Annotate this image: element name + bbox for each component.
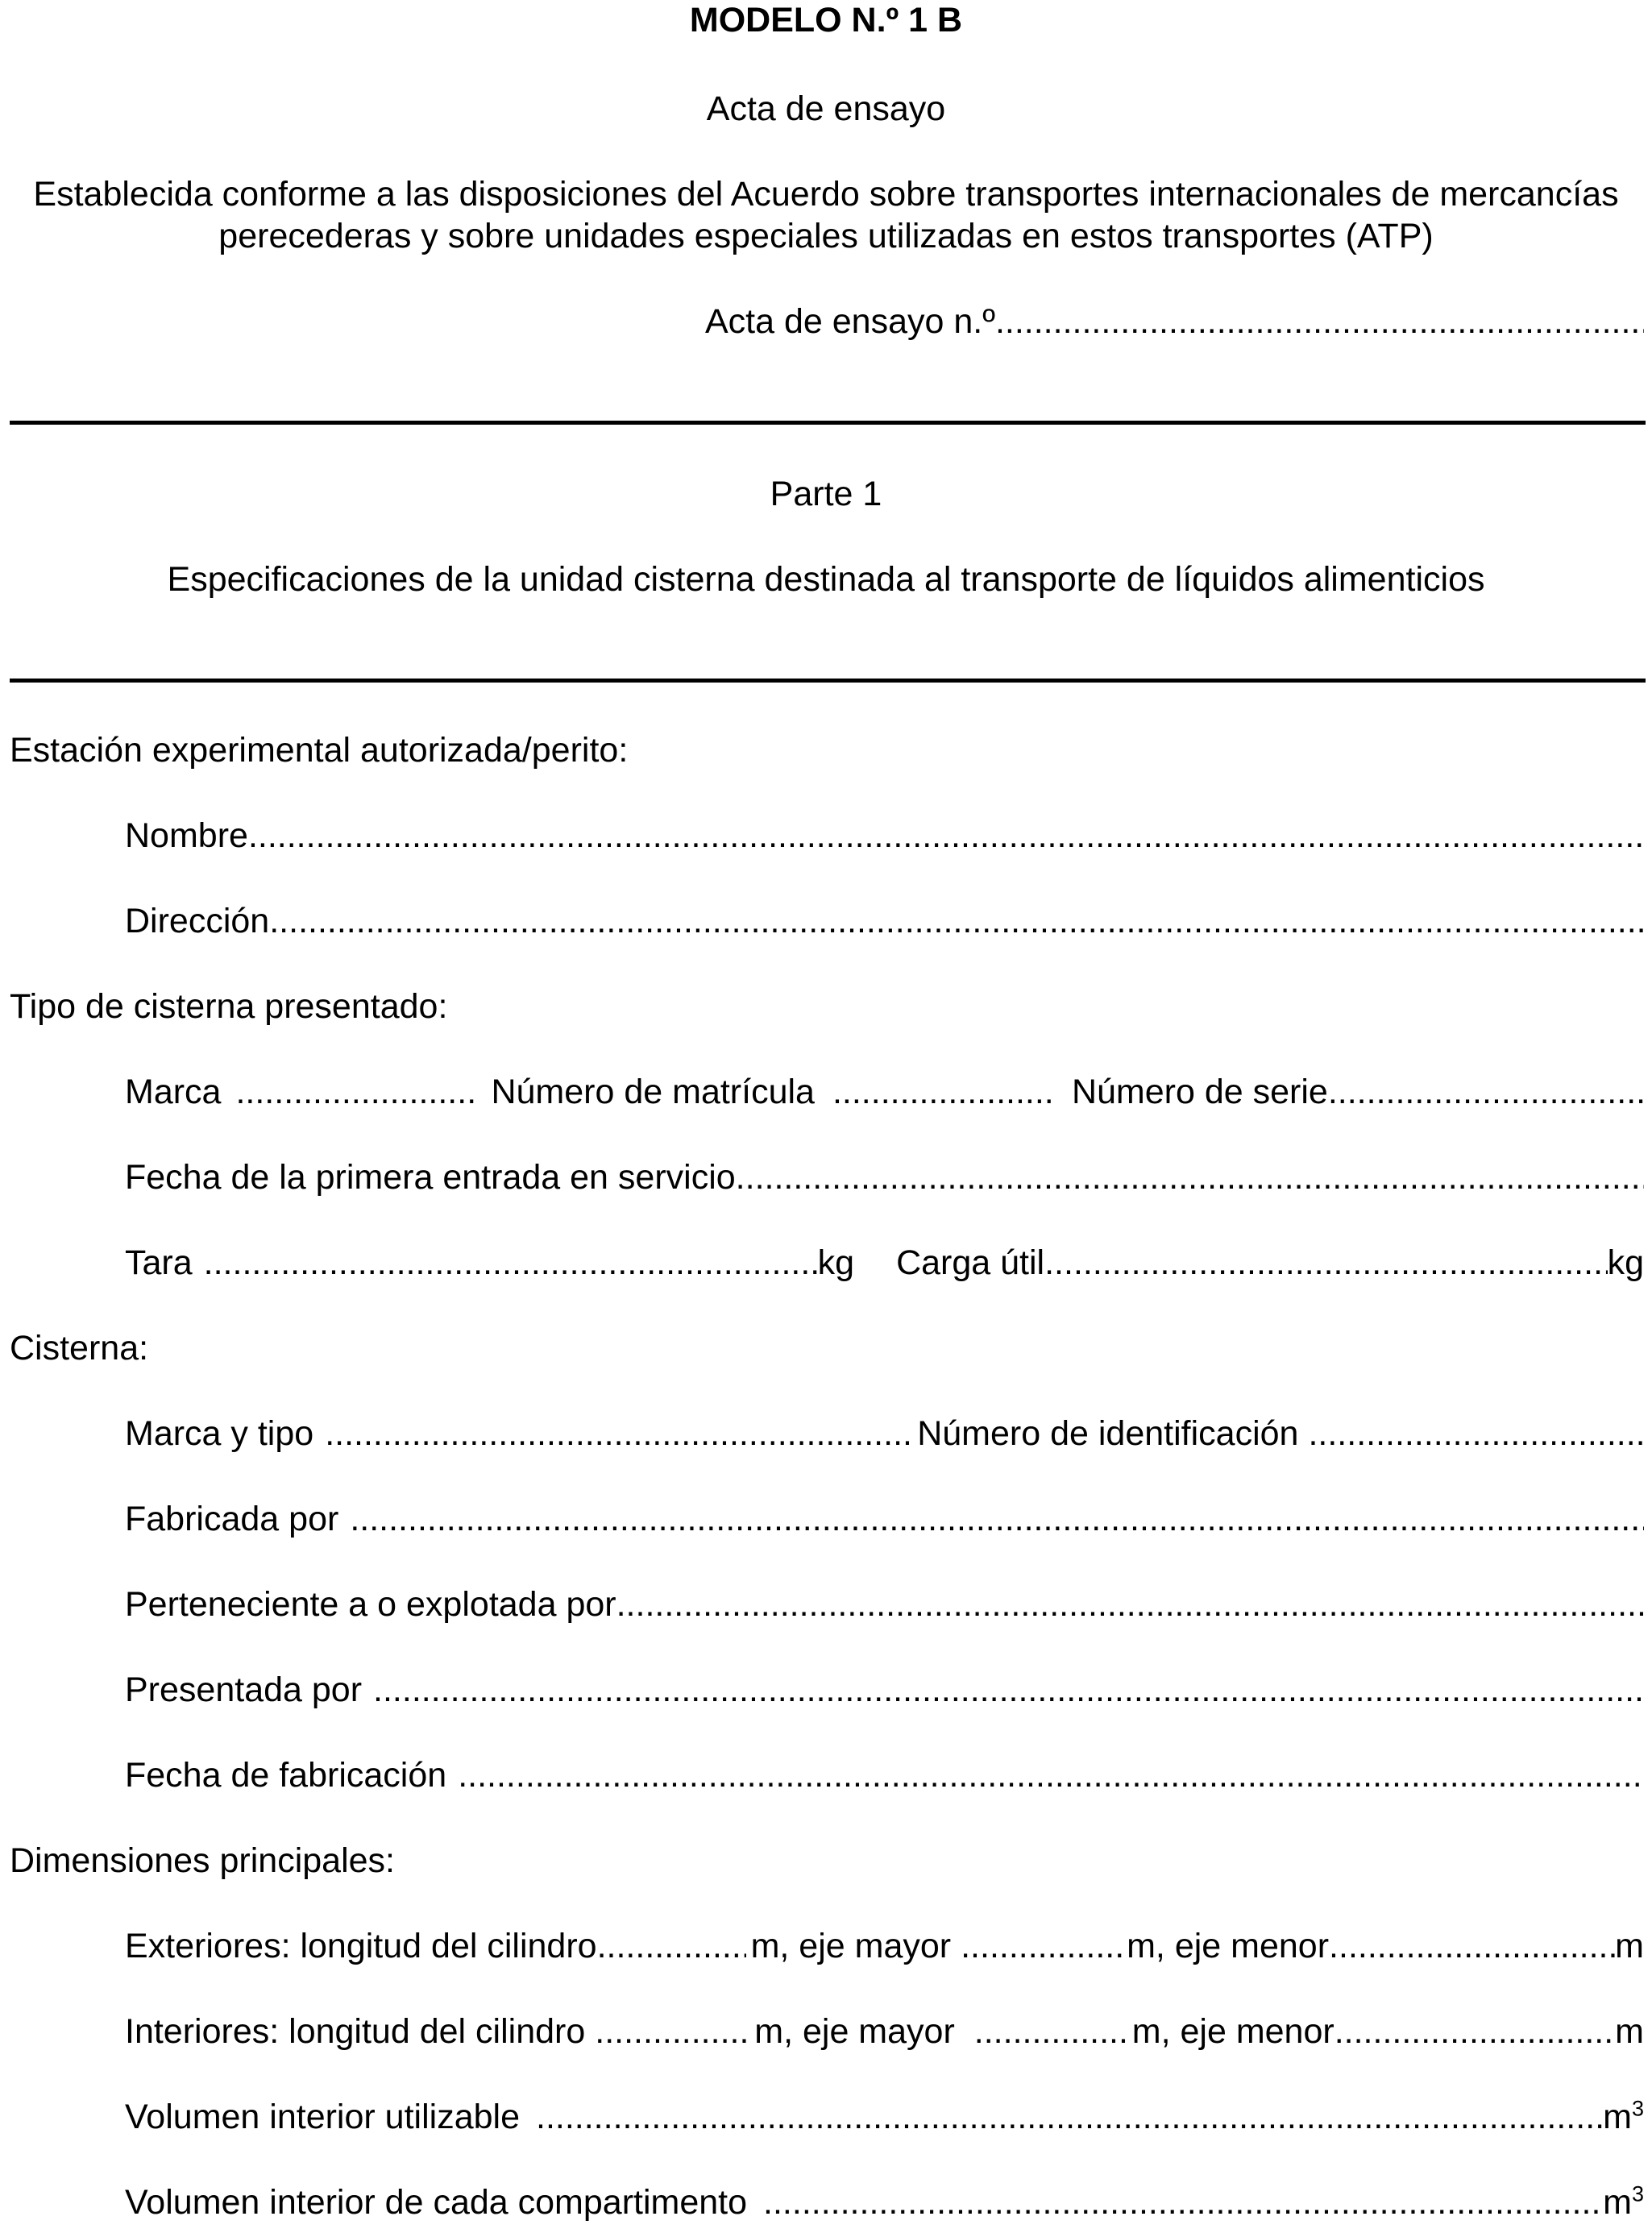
station-heading: Estación experimental autorizada/perito:	[10, 731, 629, 770]
tank-brand-line	[125, 1075, 1644, 1110]
volume-line	[125, 2096, 1644, 2136]
document-title: Acta de ensayo	[706, 89, 946, 128]
first-service-label: Fecha de la primera entrada en servicio	[125, 1158, 736, 1197]
model-title: MODELO N.º 1 B	[689, 1, 963, 39]
manufacture-date-blank[interactable]	[458, 1758, 1644, 1793]
first-service-line	[125, 1160, 1644, 1195]
intro-line-2: perecederas y sobre unidades especiales utilizadas en estos transportes (ATP)	[218, 217, 1434, 255]
brand-type-blank[interactable]	[325, 1417, 911, 1451]
presented-by-label: Presentada por	[125, 1670, 363, 1709]
report-number-blank[interactable]	[995, 305, 1644, 339]
part-subtitle: Especificaciones de la unidad cisterna destinada al transporte de líquidos alimenticios	[167, 560, 1485, 599]
part-label: Parte 1	[770, 475, 882, 513]
tare-label: Tara	[125, 1243, 193, 1282]
first-service-blank[interactable]	[736, 1160, 1644, 1195]
station-address-line	[125, 904, 1644, 939]
report-number-label: Acta de ensayo n.º	[705, 302, 995, 341]
serial-blank[interactable]	[1328, 1075, 1644, 1110]
station-address-blank[interactable]	[269, 904, 1644, 939]
tank-type-heading: Tipo de cisterna presentado:	[10, 987, 448, 1026]
payload-label: Carga útil	[896, 1243, 1045, 1282]
owner-line	[125, 1587, 1644, 1622]
station-name-label: Nombre	[125, 816, 248, 855]
interior-dimensions-line	[125, 2012, 1644, 2051]
compartment-volume-line	[125, 2181, 1644, 2222]
brand-type-line	[125, 1414, 1644, 1453]
intro-line-1: Establecida conforme a las disposiciones del Acuerdo sobre transportes internacionales de mercancías	[33, 175, 1619, 214]
manufacturer-label: Fabricada por	[125, 1500, 339, 1538]
exterior-minor-unit: m, eje menor	[1127, 1927, 1330, 1965]
brand-type-label: Marca y tipo	[125, 1414, 314, 1453]
interior-label: Interiores: longitud del cilindro	[125, 2012, 586, 2051]
interior-length-blank[interactable]	[595, 2015, 748, 2049]
station-name-blank[interactable]	[248, 819, 1644, 853]
interior-major-unit: m, eje mayor	[754, 2012, 955, 2051]
volume-label: Volumen interior utilizable	[125, 2098, 520, 2136]
serial-label: Número de serie	[1071, 1073, 1328, 1111]
tank-heading: Cisterna:	[10, 1329, 149, 1368]
owner-label: Perteneciente a o explotada por	[125, 1585, 616, 1624]
exterior-major-blank[interactable]	[961, 1929, 1122, 1964]
payload-blank[interactable]	[1044, 1246, 1607, 1280]
registration-label: Número de matrícula	[491, 1073, 815, 1111]
presented-by-blank[interactable]	[373, 1673, 1644, 1708]
volume-unit: $m^3$	[1603, 2096, 1644, 2136]
station-name-line	[125, 816, 1644, 855]
tare-blank[interactable]	[204, 1246, 818, 1280]
compartment-volume-label: Volumen interior de cada compartimento	[125, 2183, 748, 2222]
id-number-blank[interactable]	[1308, 1417, 1644, 1451]
divider-bottom	[10, 679, 1646, 683]
manufacture-date-label: Fecha de fabricación	[125, 1756, 447, 1795]
manufacturer-line	[125, 1502, 1644, 1537]
tare-payload-line	[125, 1243, 1644, 1282]
manufacture-date-line	[125, 1758, 1644, 1793]
interior-minor-unit: m, eje menor	[1131, 2012, 1334, 2051]
interior-major-blank[interactable]	[974, 2015, 1127, 2049]
dimensions-heading: Dimensiones principales:	[10, 1841, 395, 1880]
divider-top	[10, 421, 1646, 425]
owner-blank[interactable]	[616, 1587, 1644, 1622]
tank-brand-label: Marca	[125, 1073, 222, 1111]
exterior-minor-blank[interactable]	[1329, 1929, 1615, 1964]
tank-brand-blank[interactable]	[235, 1075, 475, 1110]
interior-unit-m: m	[1615, 2012, 1644, 2051]
compartment-volume-unit: $m^3$	[1603, 2181, 1644, 2222]
id-number-label: Número de identificación	[917, 1414, 1299, 1453]
exterior-dimensions-line	[125, 1929, 1644, 1964]
payload-unit: kg	[1607, 1243, 1644, 1282]
exterior-unit-m: m	[1615, 1927, 1644, 1965]
manufacturer-blank[interactable]	[350, 1502, 1644, 1537]
volume-blank[interactable]	[536, 2100, 1603, 2135]
registration-blank[interactable]	[832, 1075, 1054, 1110]
compartment-volume-blank[interactable]	[763, 2185, 1603, 2220]
exterior-major-unit: m, eje mayor	[750, 1927, 952, 1965]
presented-by-line	[125, 1670, 1644, 1709]
interior-minor-blank[interactable]	[1334, 2015, 1615, 2049]
report-number-line	[705, 302, 1644, 341]
exterior-label: Exteriores: longitud del cilindro	[125, 1927, 597, 1965]
exterior-length-blank[interactable]	[597, 1929, 746, 1964]
station-address-label: Dirección	[125, 902, 270, 940]
tare-unit: kg	[817, 1243, 855, 1282]
